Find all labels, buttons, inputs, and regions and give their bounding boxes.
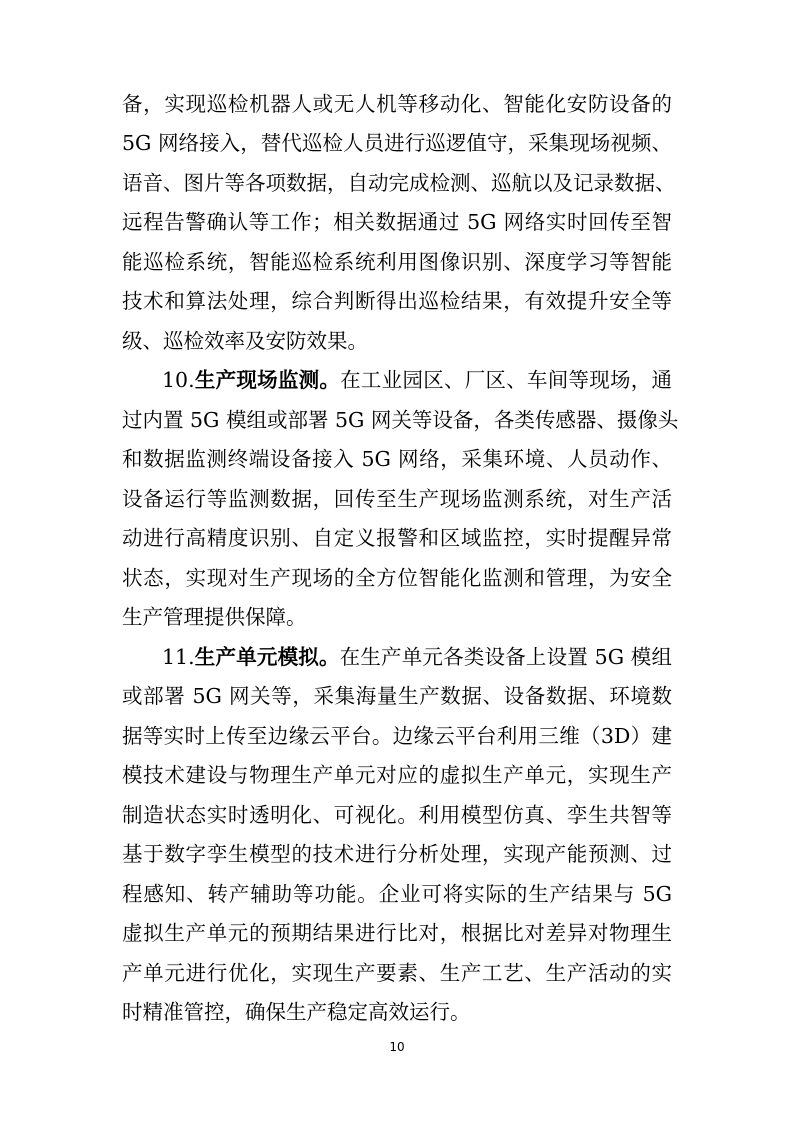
paragraph-first-line-text: 在生产单元各类设备上设置 5G 模组 bbox=[339, 645, 673, 669]
body-text-line: 设备运行等监测数据，回传至生产现场监测系统，对生产活 bbox=[122, 487, 672, 511]
body-text-line: 动进行高精度识别、自定义报警和区域监控，实时提醒异常 bbox=[122, 526, 672, 550]
body-text-line: 虚拟生产单元的预期结果进行比对，根据比对差异对物理生 bbox=[122, 921, 672, 945]
body-text-line: 能巡检系统，智能巡检系统利用图像识别、深度学习等智能 bbox=[122, 250, 672, 274]
paragraph-first-line-text: 在工业园区、厂区、车间等现场，通 bbox=[340, 368, 673, 392]
body-text-line: 产单元进行优化，实现生产要素、生产工艺、生产活动的实 bbox=[122, 961, 672, 985]
body-text-line: 据等实时上传至边缘云平台。边缘云平台利用三维（3D）建 bbox=[122, 724, 672, 748]
body-text-line: 模技术建设与物理生产单元对应的虚拟生产单元，实现生产 bbox=[122, 763, 672, 787]
body-text-line: 时精准管控，确保生产稳定高效运行。 bbox=[122, 1000, 471, 1024]
body-text-line: 制造状态实时透明化、可视化。利用模型仿真、孪生共智等 bbox=[122, 803, 672, 827]
body-text-line: 状态，实现对生产现场的全方位智能化监测和管理，为安全 bbox=[122, 566, 672, 590]
body-text-line: 远程告警确认等工作；相关数据通过 5G 网络实时回传至智 bbox=[122, 210, 672, 234]
body-text-line: 和数据监测终端设备接入 5G 网络，采集环境、人员动作、 bbox=[122, 447, 672, 471]
paragraph-heading: 生产现场监测。 bbox=[194, 368, 341, 392]
paragraph-number: 10. bbox=[162, 368, 195, 392]
body-text-line: 基于数字孪生模型的技术进行分析处理，实现产能预测、过 bbox=[122, 842, 672, 866]
paragraph-number: 11. bbox=[162, 645, 195, 669]
body-text-line: 或部署 5G 网关等，采集海量生产数据、设备数据、环境数 bbox=[122, 684, 672, 708]
paragraph-10-first-line bbox=[162, 365, 672, 395]
page-number: 10 bbox=[389, 1040, 405, 1054]
paragraph-heading: 生产单元模拟。 bbox=[194, 645, 340, 669]
body-text-line: 备，实现巡检机器人或无人机等移动化、智能化安防设备的 bbox=[122, 92, 672, 116]
body-text-line: 语音、图片等各项数据，自动完成检测、巡航以及记录数据、 bbox=[122, 171, 676, 195]
body-text-line: 过内置 5G 模组或部署 5G 网关等设备，各类传感器、摄像头 bbox=[122, 408, 679, 432]
body-text-line: 程感知、转产辅助等功能。企业可将实际的生产结果与 5G bbox=[122, 882, 672, 906]
body-text-line: 级、巡检效率及安防效果。 bbox=[122, 329, 368, 353]
body-text-line: 生产管理提供保障。 bbox=[122, 605, 307, 629]
paragraph-11-first-line bbox=[162, 642, 672, 672]
body-text-line: 技术和算法处理，综合判断得出巡检结果，有效提升安全等 bbox=[122, 289, 672, 313]
body-text-line: 5G 网络接入，替代巡检人员进行巡逻值守，采集现场视频、 bbox=[122, 131, 672, 155]
